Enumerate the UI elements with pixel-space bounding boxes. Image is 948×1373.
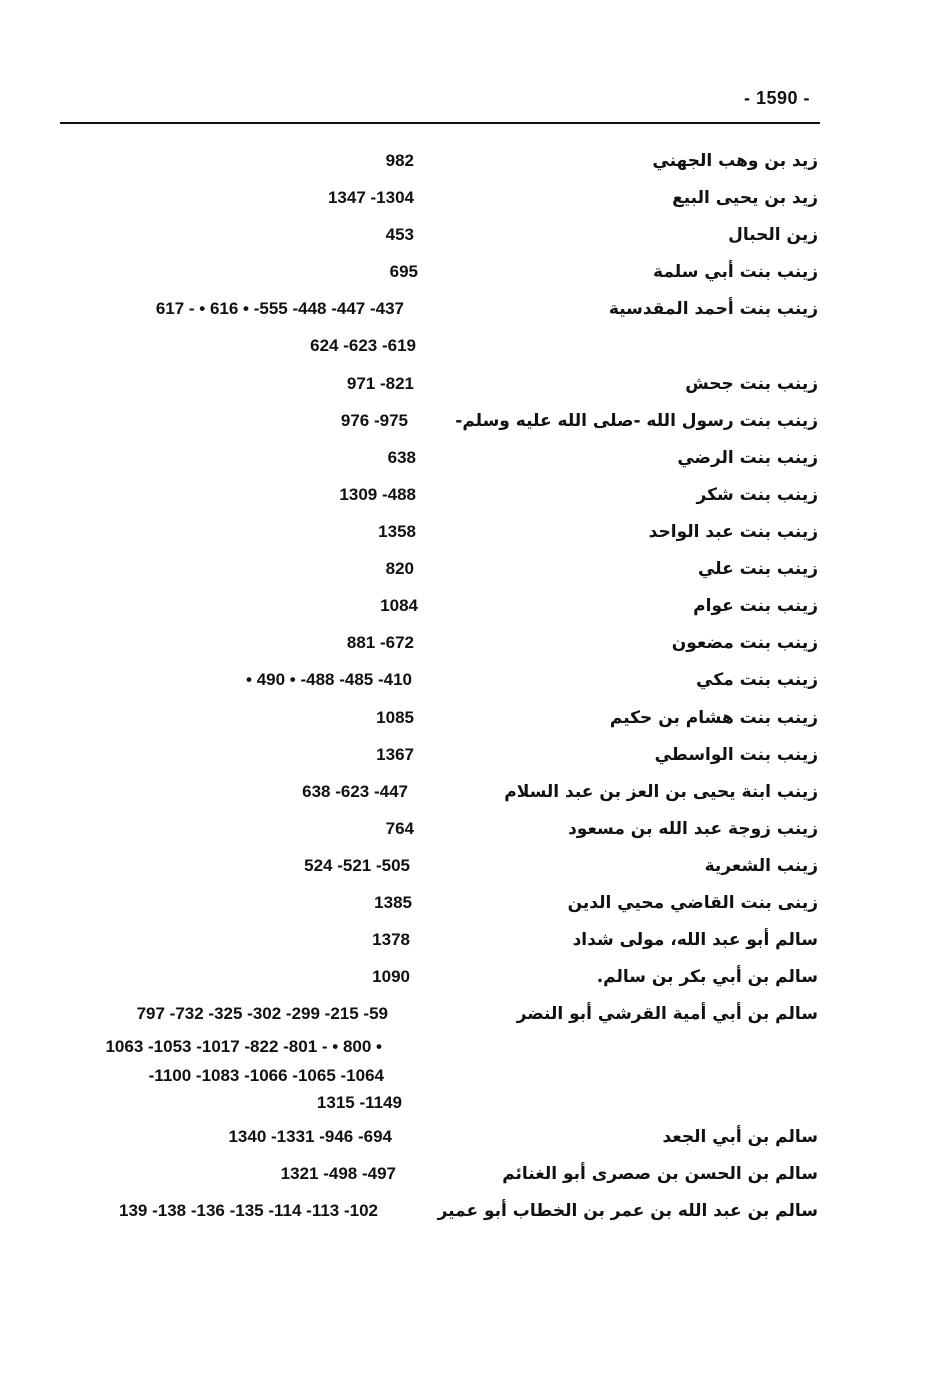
entry-name: زينب بنت شكر	[696, 485, 818, 505]
index-entry	[0, 554, 948, 584]
entry-name: زينب بنت علي	[697, 559, 818, 579]
entry-pages: 1367	[376, 745, 414, 764]
entry-name: سالم بن الحسن بن صصرى أبو الغنائم	[502, 1164, 818, 1184]
entry-pages-continued: -1100 -1083 -1066 -1065 -1064	[148, 1066, 384, 1085]
index-entry	[0, 183, 948, 213]
entry-pages-continued: 1315 -1149	[316, 1093, 402, 1112]
index-entry	[0, 406, 948, 436]
index-entry	[0, 925, 948, 955]
entry-pages: 982	[385, 151, 414, 170]
entry-name: سالم بن أبي الجعد	[662, 1127, 818, 1147]
entry-name: زيد بن يحيى البيع	[672, 188, 818, 208]
index-entry	[0, 294, 948, 324]
index-entry	[0, 777, 948, 807]
entry-pages: 1347 -1304	[327, 188, 414, 207]
index-entry	[0, 1159, 948, 1189]
entry-name: زينب بنت الرضي	[677, 448, 818, 468]
entry-name: زينى بنت القاضي محيي الدين	[567, 893, 818, 913]
entry-name: زينب ابنة يحيى بن العز بن عبد السلام	[504, 782, 818, 802]
entry-pages: 1385	[374, 893, 412, 912]
entry-pages: 1084	[380, 596, 418, 615]
entry-pages: 524 -521 -505	[304, 856, 410, 875]
index-entry	[0, 888, 948, 918]
entry-pages: 1358	[378, 522, 416, 541]
entry-name: سالم بن عبد الله بن عمر بن الخطاب أبو عمير	[437, 1201, 818, 1221]
entry-name: زينب بنت رسول الله -صلى الله عليه وسلم-	[455, 411, 818, 431]
index-entry	[0, 369, 948, 399]
index-entry	[0, 480, 948, 510]
entry-name: زينب بنت عبد الواحد	[648, 522, 818, 542]
entry-name: زينب بنت هشام بن حكيم	[609, 708, 818, 728]
entry-pages: 453	[385, 225, 414, 244]
entry-pages: • 490 • -488 -485 -410	[246, 670, 412, 689]
index-entry	[0, 999, 948, 1029]
entry-pages: 1340 -1331 -946 -694	[228, 1127, 392, 1146]
entry-pages: 881 -672	[346, 633, 414, 652]
entry-name: زينب بنت أحمد المقدسية	[608, 299, 818, 319]
entry-name: زيد بن وهب الجهني	[652, 151, 818, 171]
entry-pages: 1378	[372, 930, 410, 949]
index-entry	[0, 1196, 948, 1226]
page-number: - 1590 -	[744, 88, 811, 108]
entry-name: زينب بنت جحش	[685, 374, 818, 394]
entry-name: سالم بن أبي أمية القرشي أبو النضر	[516, 1004, 818, 1024]
index-entry	[0, 628, 948, 658]
entry-pages: 638 -623 -447	[302, 782, 408, 801]
index-entry	[0, 851, 948, 881]
entry-name: زينب بنت مضعون	[671, 633, 818, 653]
index-entry	[0, 220, 948, 250]
entry-pages: 1090	[372, 967, 410, 986]
index-entry	[0, 517, 948, 547]
entry-name: زينب بنت عوام	[693, 596, 818, 616]
index-entry	[0, 740, 948, 770]
entry-name: زينب الشعرية	[704, 856, 818, 876]
entry-pages: 638	[387, 448, 416, 467]
entry-name: زينب بنت أبي سلمة	[653, 262, 818, 282]
entry-pages: 764	[385, 819, 414, 838]
entry-pages: 139 -138 -136 -135 -114 -113 -102	[119, 1201, 378, 1220]
entry-pages: 971 -821	[346, 374, 414, 393]
entry-pages: 820	[385, 559, 414, 578]
entry-pages: 1085	[376, 708, 414, 727]
index-entry	[0, 665, 948, 695]
index-entry	[0, 703, 948, 733]
entry-name: زينب بنت مكي	[696, 670, 818, 690]
index-entry	[0, 591, 948, 621]
index-entry	[0, 146, 948, 176]
entry-name: سالم أبو عبد الله، مولى شداد	[572, 930, 818, 950]
entry-name: زينب بنت الواسطي	[654, 745, 818, 765]
entry-name: زين الحبال	[728, 225, 818, 245]
entry-pages-continued: 1063 -1053 -1017 -822 -801 - • 800 •	[105, 1037, 382, 1056]
index-entry	[0, 443, 948, 473]
entry-pages: 976 -975	[340, 411, 408, 430]
entry-pages: 695	[389, 262, 418, 281]
index-entry	[0, 962, 948, 992]
entry-name: زينب زوجة عبد الله بن مسعود	[568, 819, 818, 839]
entry-pages-continued: 624 -623 -619	[310, 336, 416, 355]
entry-pages: 617 - • 616 • -555 -448 -447 -437	[155, 299, 404, 318]
entry-pages: 1321 -498 -497	[280, 1164, 396, 1183]
entry-name: سالم بن أبي بكر بن سالم.	[596, 967, 818, 987]
index-entry	[0, 257, 948, 287]
header-rule	[60, 122, 820, 124]
index-entry	[0, 814, 948, 844]
entry-pages: 797 -732 -325 -302 -299 -215 -59	[136, 1004, 388, 1023]
index-entry	[0, 1122, 948, 1152]
entry-pages: 1309 -488	[339, 485, 416, 504]
